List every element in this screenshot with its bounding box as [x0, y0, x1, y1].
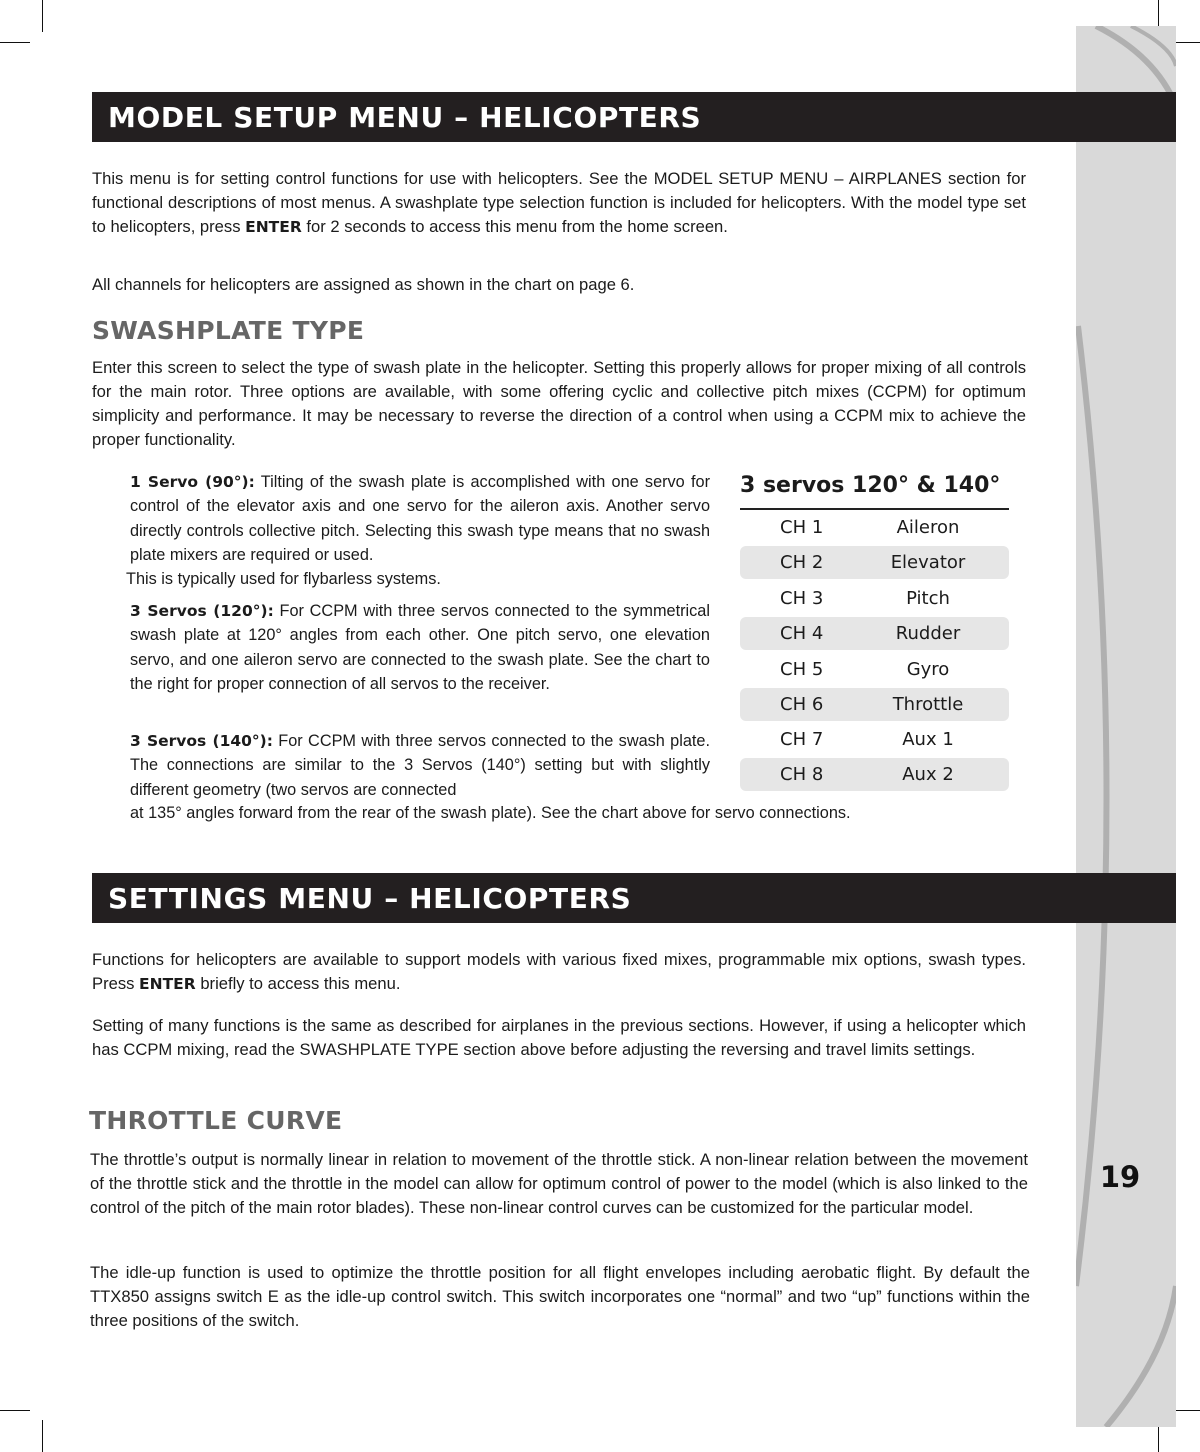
crop-mark — [0, 42, 30, 43]
section-title: MODEL SETUP MENU – HELICOPTERS — [108, 101, 702, 134]
table-row — [740, 546, 1009, 579]
channel-cell: CH 8 — [780, 764, 824, 785]
function-cell: Aux 2 — [902, 764, 954, 785]
option-label: 3 Servos (120°): — [130, 602, 274, 620]
swashplate-heading: SWASHPLATE TYPE — [92, 316, 365, 345]
table-row — [740, 688, 1009, 721]
table-row — [740, 723, 1009, 756]
channel-table-rule — [740, 508, 1009, 510]
channel-cell: CH 7 — [780, 729, 824, 750]
channel-cell: CH 3 — [780, 588, 824, 609]
throttle-paragraph-2: The idle-up function is used to optimize the throttle position for all flight envelopes including aerobatic flight. By default the TTX850 assigns switch E as the idle-up control switch. This switch incorporates one “normal” and two “up” functions within the three positions of the switch. — [90, 1263, 1030, 1330]
channel-cell: CH 5 — [780, 659, 824, 680]
swashplate-paragraph: Enter this screen to select the type of swash plate in the helicopter. Setting this properly allows for proper mixing of all controls for the main rotor. Three options are available, with some offering cyclic and collective pitch mixes (CCPM) for optimum simplicity and performance. It may be necessary to reverse the direction of a control when using a CCPM mix to achieve the proper functionality. — [92, 358, 1026, 449]
option-1-servo-tail: This is typically used for flybarless systems. — [126, 570, 441, 588]
channel-table-title: 3 servos 120° & 140° — [740, 473, 1001, 498]
table-row — [740, 758, 1009, 791]
option-label: 1 Servo (90°): — [130, 473, 255, 491]
section-banner-settings — [92, 873, 1176, 923]
page-number: 19 — [1099, 1160, 1141, 1194]
side-arc-decoration — [1076, 26, 1176, 1427]
section-banner-model-setup — [92, 92, 1176, 142]
table-row — [740, 653, 1009, 686]
crop-mark — [0, 1410, 30, 1411]
throttle-curve-heading: THROTTLE CURVE — [89, 1106, 343, 1135]
function-cell: Aux 1 — [902, 729, 954, 750]
option-3-servos-140: 3 Servos (140°): For CCPM with three servos connected to the swash plate. The connections are similar to the 3 Servos (140°) setting but with slightly different geometry (two servos are connected — [130, 732, 710, 799]
settings-paragraph-2: Setting of many functions is the same as described for airplanes in the previous sections. However, if using a helicopter which has CCPM mixing, read the SWASHPLATE TYPE section above before adjusting the reversing and travel limits settings. — [92, 1016, 1026, 1059]
crop-mark — [42, 0, 43, 32]
crop-mark — [42, 1420, 43, 1452]
function-cell: Throttle — [892, 694, 964, 715]
function-cell: Aileron — [896, 517, 960, 538]
channel-cell: CH 4 — [780, 623, 824, 644]
table-row — [740, 511, 1009, 544]
option-3-servos-120: 3 Servos (120°): For CCPM with three servos connected to the symmetrical swash plate at 120° angles from each other. One pitch servo, one elevation servo, and one aileron servo are connected to the swash plate. See the chart to the right for proper connection of all servos to the receiver. — [130, 602, 710, 693]
function-cell: Elevator — [890, 552, 966, 573]
settings-paragraph-1: Functions for helicopters are available to support models with various fixed mixes, programmable mix options, swash types. Press ENTER briefly to access this menu. — [92, 950, 1026, 993]
channel-cell: CH 1 — [780, 517, 824, 538]
intro-paragraph: This menu is for setting control functions for use with helicopters. See the MODEL SETUP MENU – AIRPLANES section for functional descriptions of most menus. A swashplate type selection function is included for helicopters. With the model type set to helicopters, press ENTER for 2 seconds to access this menu from the home screen. — [92, 169, 1026, 236]
channel-cell: CH 2 — [780, 552, 824, 573]
function-cell: Rudder — [895, 623, 961, 644]
option-3-servos-140-tail: at 135° angles forward from the rear of the swash plate). See the chart above for servo connections. — [130, 804, 851, 822]
page-side-strip — [1076, 26, 1176, 1427]
enter-key-label: ENTER — [139, 975, 196, 993]
channel-cell: CH 6 — [780, 694, 824, 715]
function-cell: Gyro — [906, 659, 950, 680]
channels-note: All channels for helicopters are assigned as shown in the chart on page 6. — [92, 275, 635, 294]
option-label: 3 Servos (140°): — [130, 732, 273, 750]
section-title: SETTINGS MENU – HELICOPTERS — [108, 882, 632, 915]
table-row — [740, 582, 1009, 615]
option-1-servo: 1 Servo (90°): Tilting of the swash plate is accomplished with one servo for control of the elevator axis and one servo for the aileron axis. Another servo directly controls collective pitch. Selecting this swash type means that no swash plate mixers are required or used. — [130, 473, 710, 564]
function-cell: Pitch — [906, 588, 950, 609]
throttle-paragraph-1: The throttle’s output is normally linear in relation to movement of the throttle stick. A non-linear relation between the movement of the throttle stick and the throttle in the model can allow for optimum control of power to the model (which is also linked to the control of the pitch of the main rotor blades). These non-linear control curves can be customized for the particular model. — [90, 1150, 1028, 1217]
enter-key-label: ENTER — [245, 218, 302, 236]
table-row — [740, 617, 1009, 650]
